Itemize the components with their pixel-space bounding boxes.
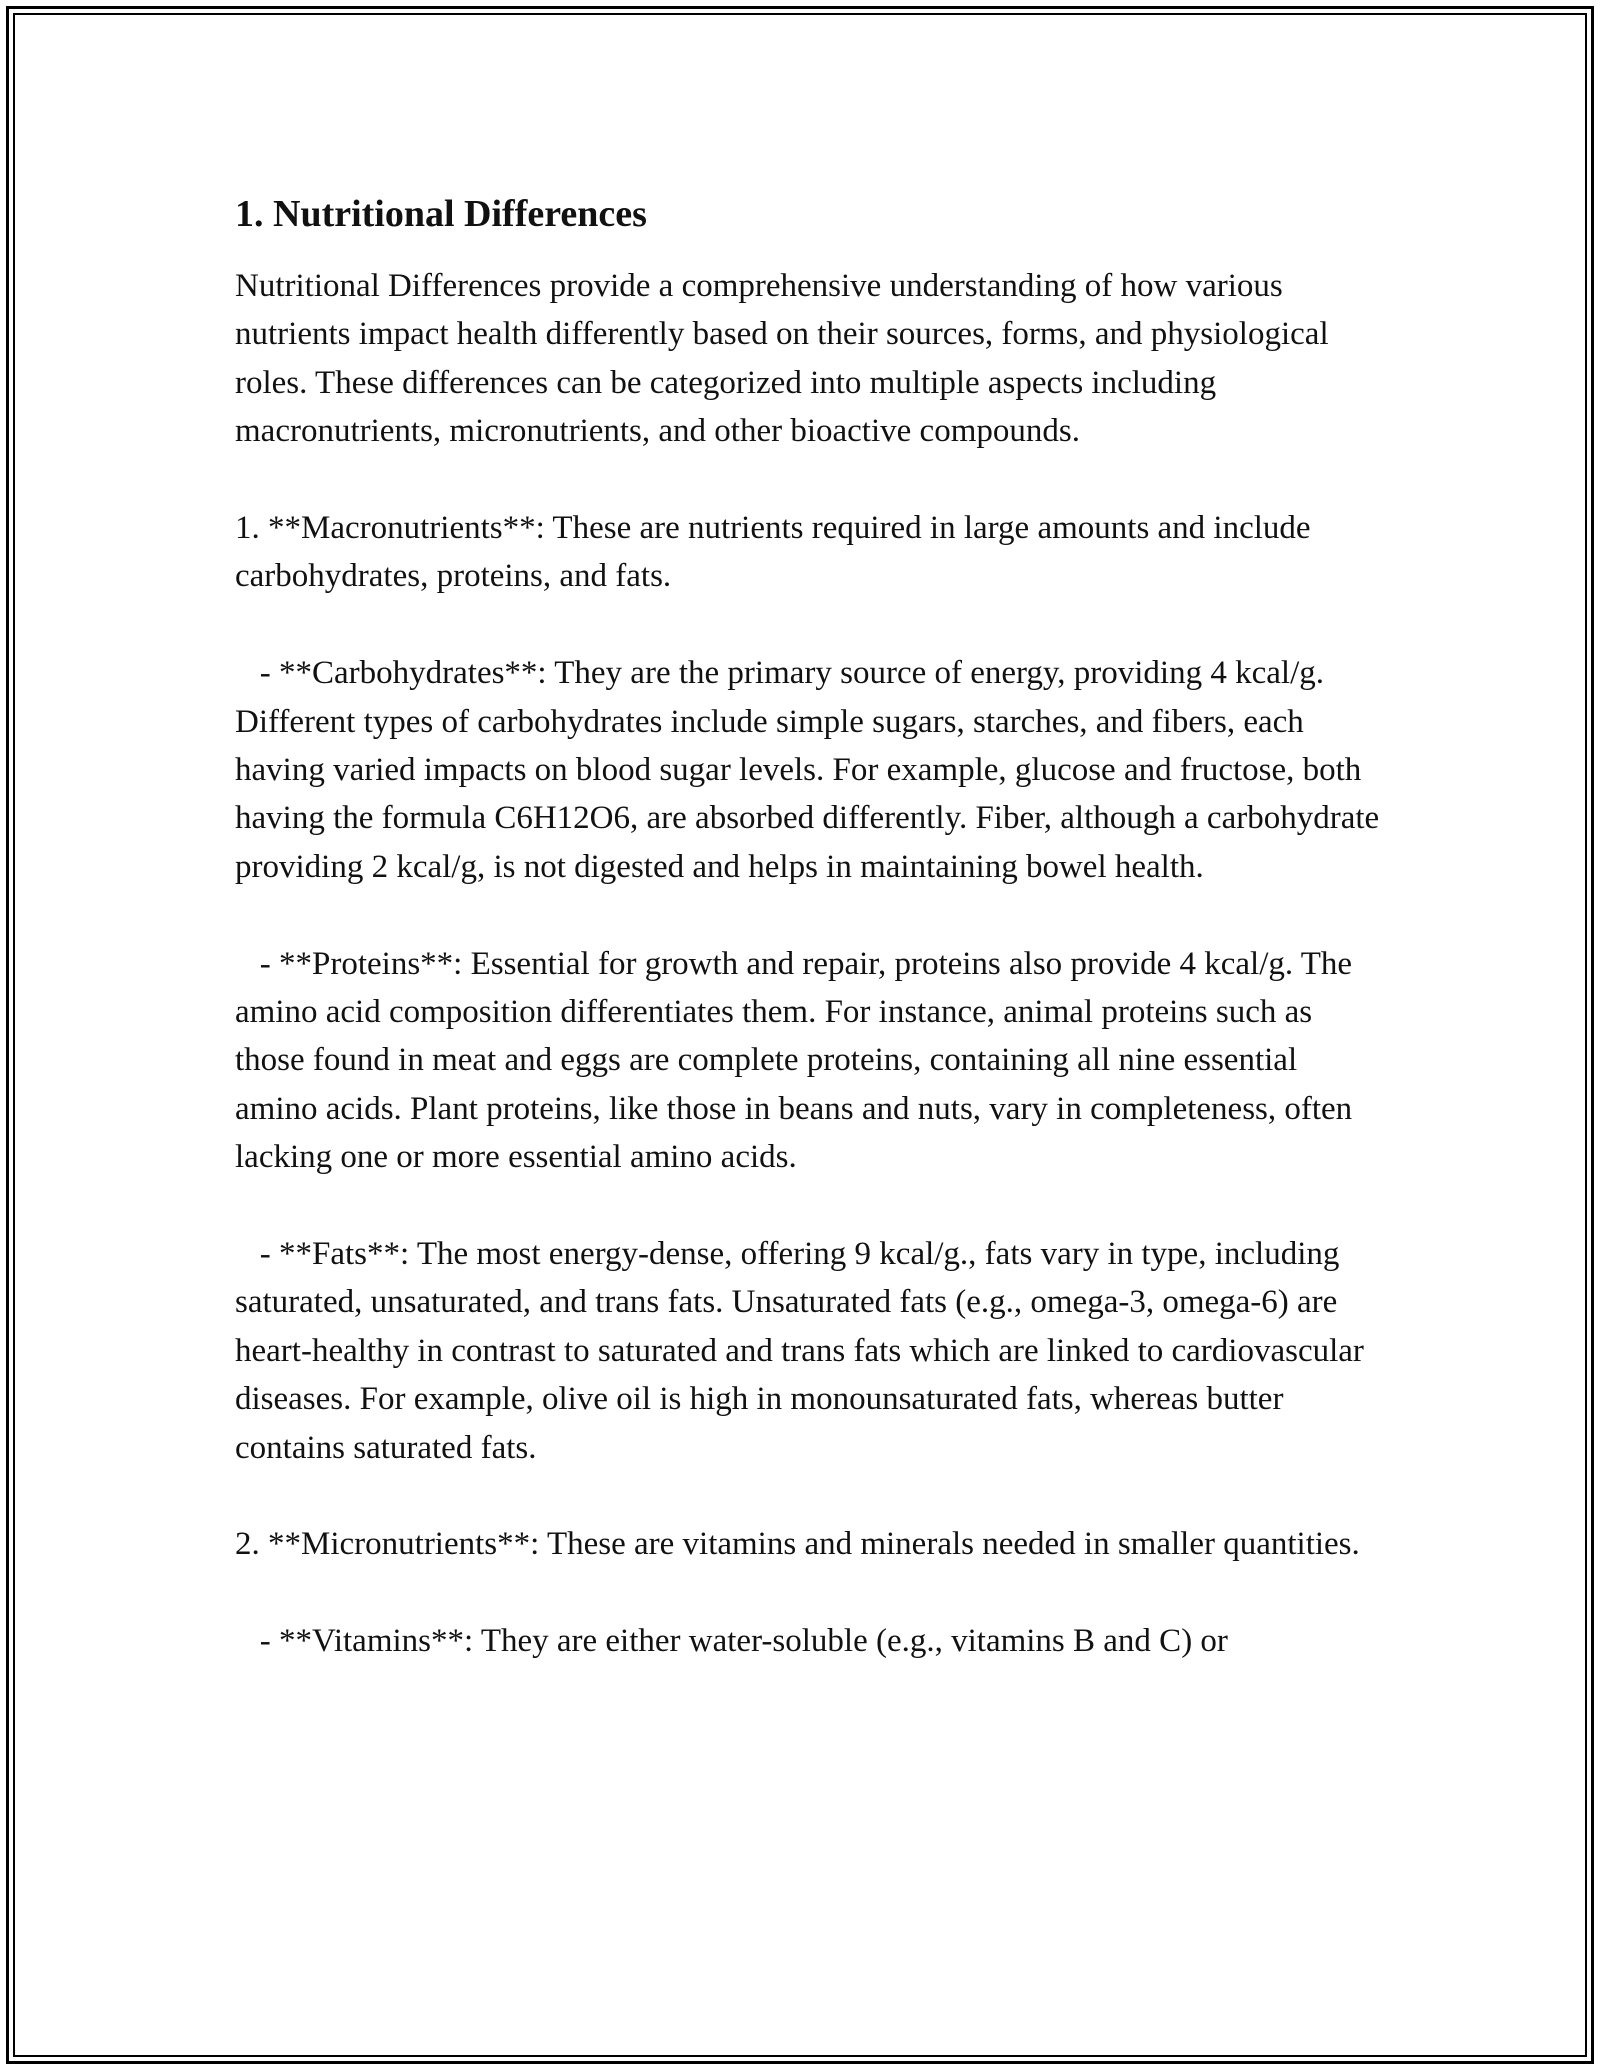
vitamins-paragraph: - **Vitamins**: They are either water-soluble (e.g., vitamins B and C) or bbox=[235, 1623, 1228, 1660]
fats-paragraph: - **Fats**: The most energy-dense, offering 9 kcal/g., fats vary in type, including saturated, unsaturated, and trans fats. Unsaturated fats (e.g., omega-3, omega-6) are heart-healthy in contrast to saturated and trans fats which are linked to cardiovascular diseases. For example, olive oil is high in monounsaturated fats, whereas butter contains saturated fats. bbox=[235, 1236, 1373, 1466]
section-heading: 1. Nutritional Differences bbox=[235, 193, 647, 235]
proteins-paragraph: - **Proteins**: Essential for growth and repair, proteins also provide 4 kcal/g. The amino acid composition differentiates them. For instance, animal proteins such as those found in meat and eggs are complete proteins, containing all nine essential amino acids. Plant proteins, like those in beans and nuts, vary in completeness, often lacking one or more essential amino acids. bbox=[235, 945, 1361, 1176]
micronutrients-paragraph: 2. **Micronutrients**: These are vitamins and minerals needed in smaller quantities. bbox=[235, 1526, 1360, 1563]
carbohydrates-paragraph: - **Carbohydrates**: They are the primary source of energy, providing 4 kcal/g. Different types of carbohydrates include simple sugars, starches, and fibers, each having varied impacts on blood sugar levels. For example, glucose and fructose, both having the formula C6H12O6, are absorbed differently. Fiber, although a carbohydrate providing 2 kcal/g, is not digested and helps in maintaining bowel health. bbox=[235, 655, 1388, 885]
intro-paragraph: Nutritional Differences provide a comprehensive understanding of how various nutrients impact health differently based on their sources, forms, and physiological roles. These differences can be categorized into multiple aspects including macronutrients, micronutrients, and other bioactive compounds. bbox=[235, 268, 1337, 450]
document-body bbox=[235, 188, 1388, 1714]
macronutrients-paragraph: 1. **Macronutrients**: These are nutrients required in large amounts and include carbohydrates, proteins, and fats. bbox=[235, 510, 1319, 595]
